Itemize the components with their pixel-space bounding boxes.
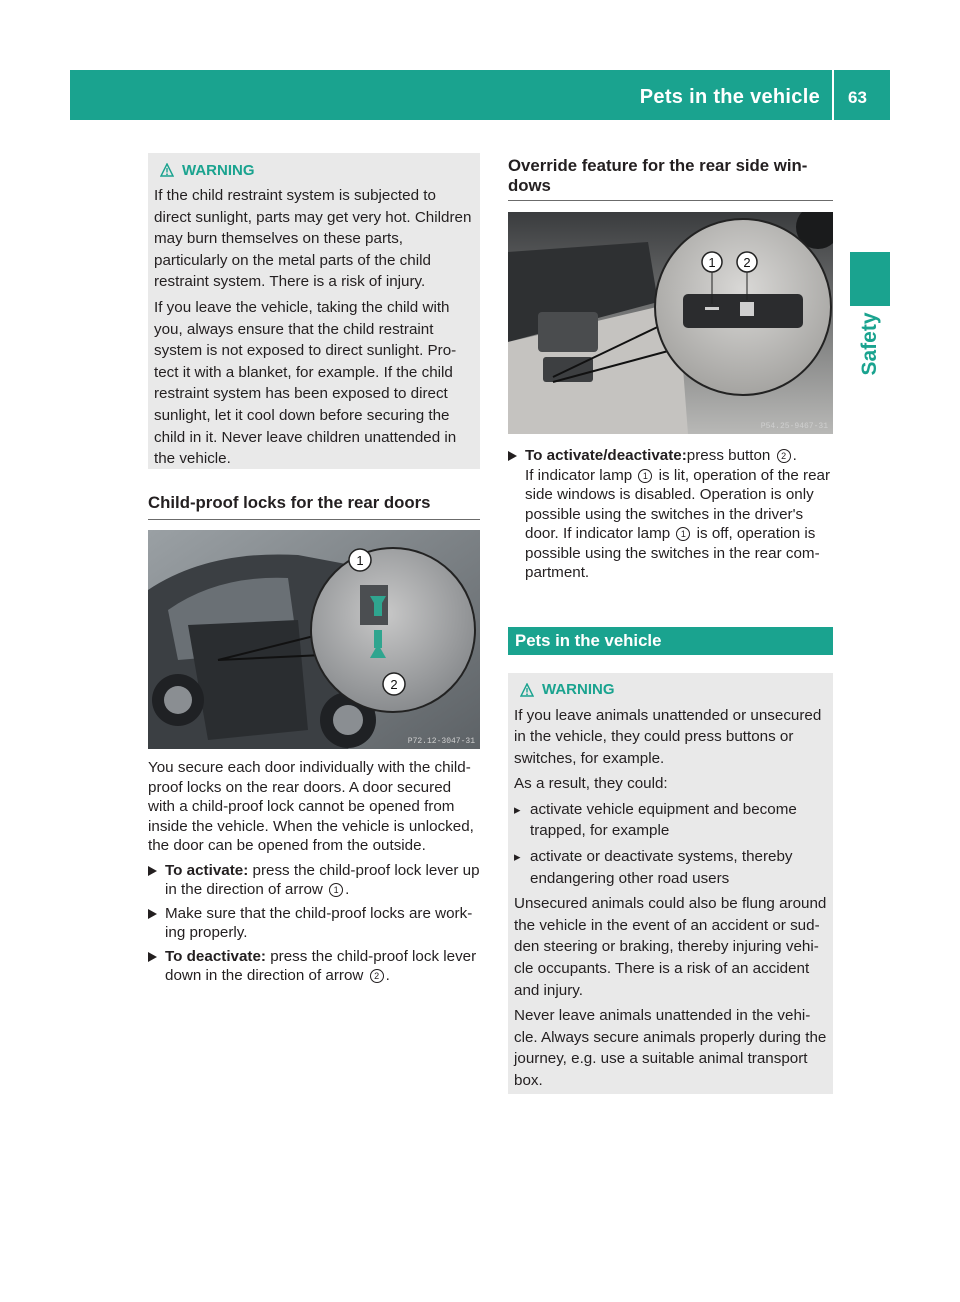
page-header (70, 70, 890, 120)
side-tab-label: Safety (858, 312, 881, 376)
warning-triangle-icon (520, 683, 534, 697)
step-tail: . (345, 881, 350, 898)
step-arrow-icon (148, 866, 157, 876)
side-tab (850, 312, 890, 376)
step-text: is lit, operation of the rear side windows is disabled. Operation is only possible using the switches in the driver's door. If indicator lamp (525, 466, 831, 542)
warning-paragraph: If you leave the vehicle, taking the child with you, always ensure that the child restraint system is not exposed to direct sunlight. Protect it with a blanket, for example. If the child restraint system has been exposed to direct sunlight, let it cool down before securing the child in it. Never leave children unattended in the vehicle. (154, 298, 457, 468)
step-override (508, 446, 833, 583)
header-title: Pets in the vehicle (639, 86, 820, 108)
step-text: Make sure that the child-proof locks are working properly. (165, 904, 473, 941)
figure-caption: P54.25-9467-31 (760, 422, 828, 431)
step-arrow-icon (508, 451, 517, 461)
step-text: press the child-proof lock lever down in the direction of arrow (165, 947, 477, 984)
step-label: To activate/deactivate: (525, 447, 687, 464)
step-arrow-icon (148, 909, 157, 919)
page-number: 63 (848, 88, 867, 107)
step-text: If indicator lamp (525, 466, 637, 484)
callout-ref: 1 (638, 469, 652, 483)
step-text: press the child-proof lock lever up in the direction of arrow (165, 861, 480, 898)
callout-1: 1 (356, 553, 364, 568)
step-label: To deactivate: (165, 947, 266, 965)
callout-ref: 2 (370, 969, 384, 983)
section-heading-child-locks: Child-proof locks for the rear doors (148, 493, 480, 520)
step-label: To activate: (165, 861, 249, 879)
pets-warning-box (508, 673, 833, 1094)
callout-ref: 2 (777, 449, 791, 463)
step-activate (148, 861, 480, 900)
callout-ref: 1 (676, 527, 690, 541)
warning-paragraph: If you leave animals unattended or unsecured in the vehicle, they could press buttons or switches, for example. (514, 706, 822, 767)
warning-paragraph: Never leave animals unattended in the vehicle. Always secure animals properly during the journey, e.g. use a suitable animal transport box. (514, 1007, 827, 1089)
warning-bullet: ▸ activate vehicle equipment and become trapped, for example (514, 799, 827, 842)
step-deactivate (148, 947, 480, 986)
warning-paragraph: Unsecured animals could also be flung around the vehicle in the event of an accident or sudden steering or braking, thereby injuring vehicle occupants. There is a risk of an accident and injury. (514, 895, 827, 999)
right-column (508, 156, 833, 1094)
child-lock-intro: You secure each door individually with the child-proof locks on the rear doors. A door secured with a child-proof lock cannot be opened from inside the vehicle. When the vehicle is unlocked, the door can be opened from the outside. (148, 759, 474, 854)
callout-2: 2 (390, 677, 398, 692)
child-seat-warning-box (148, 153, 480, 469)
child-lock-figure (148, 530, 480, 749)
header-divider (832, 70, 834, 120)
step-text: press button (686, 447, 775, 464)
warning-triangle-icon (160, 163, 174, 177)
warning-title: WARNING (542, 681, 615, 698)
figure-caption: P72.12-3047-31 (407, 737, 475, 746)
step-tail: . (385, 967, 390, 984)
warning-title: WARNING (182, 161, 255, 179)
left-column (148, 153, 480, 990)
step-text: . (792, 447, 797, 464)
section-bar-pets: Pets in the vehicle (508, 627, 833, 655)
step-arrow-icon (148, 952, 157, 962)
step-check (148, 904, 480, 943)
warning-paragraph: If the child restraint system is subjected to direct sunlight, parts may get very hot. Children may burn themselves on these parts, particularly on the metal parts of the child restraint system. There is a risk of injury. (154, 187, 472, 291)
callout-2: 2 (743, 255, 751, 270)
warning-bullet: ▸ activate or deactivate systems, thereby endangering other road users (514, 846, 827, 889)
warning-header (154, 159, 474, 181)
callout-ref: 1 (329, 883, 343, 897)
side-tab-marker (850, 252, 890, 306)
section-heading-override: Override feature for the rear side windows (508, 156, 833, 201)
warning-header (514, 679, 827, 701)
warning-paragraph: As a result, they could: (514, 775, 668, 793)
step-text: is off, operation is possible using the switches in the rear compartment. (525, 525, 820, 581)
callout-1: 1 (708, 255, 716, 270)
window-override-figure (508, 212, 833, 434)
